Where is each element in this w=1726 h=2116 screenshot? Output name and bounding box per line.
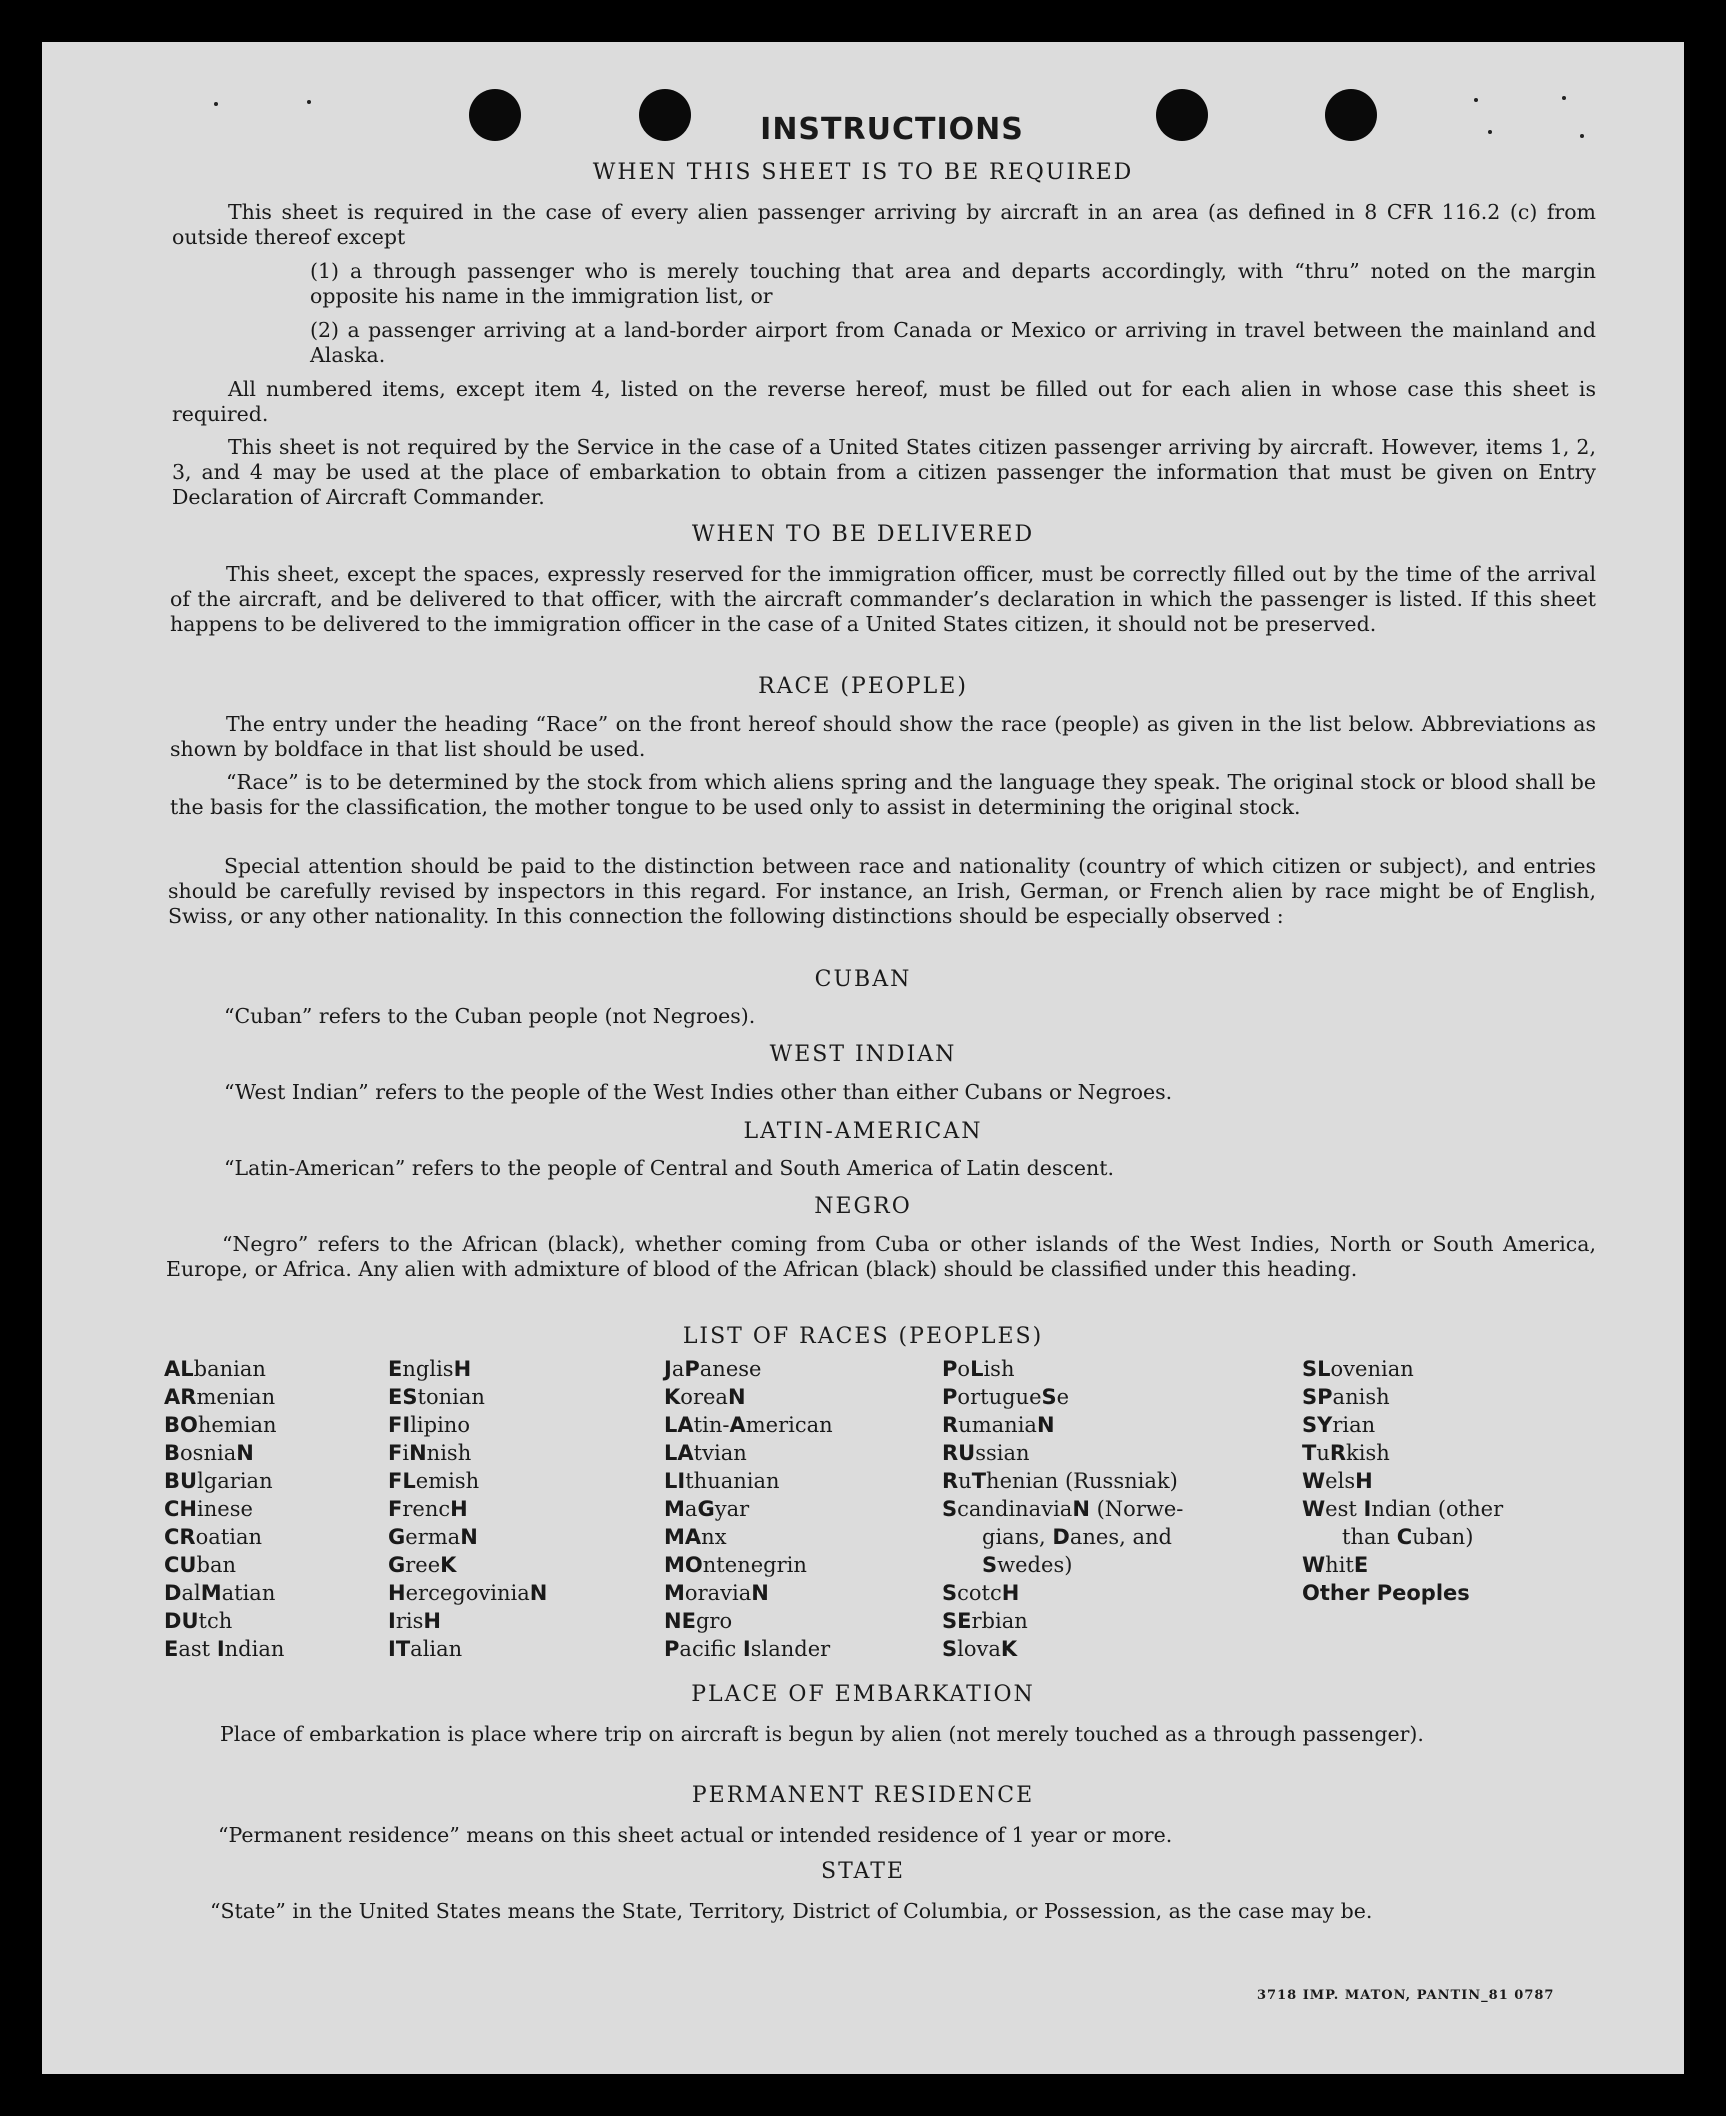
race-item: PortugueSe — [942, 1385, 1070, 1409]
race-item: Pacifc Islander — [664, 1637, 831, 1661]
race-item: HercegoviniaN — [388, 1581, 548, 1605]
race-item: West Indian (other — [1302, 1497, 1504, 1521]
race-column — [164, 1355, 284, 1663]
race-item: GreeK — [388, 1553, 457, 1577]
race-item: TuRkish — [1302, 1441, 1390, 1465]
race-item: WelsH — [1302, 1469, 1373, 1493]
race-item: DUtch — [164, 1609, 233, 1633]
race-item: FIlipino — [388, 1413, 470, 1437]
section-heading: NEGRO — [814, 1194, 912, 1219]
section-heading: WEST INDIAN — [769, 1042, 957, 1067]
race-item: NEgro — [664, 1609, 733, 1633]
speck — [214, 102, 218, 106]
race-item: CRoatian — [164, 1525, 263, 1549]
race-item: ScotcH — [942, 1581, 1020, 1605]
race-item: LAtin-American — [664, 1413, 833, 1437]
race-item: WhitE — [1302, 1553, 1369, 1577]
section-heading: LIST OF RACES (PEOPLES) — [682, 1324, 1044, 1349]
race-item: FLemish — [388, 1469, 480, 1493]
race-item: PoLish — [942, 1357, 1015, 1381]
list-item: (1) a through passenger who is merely touching that area and departs accordingly, with “thru” noted on the margin opposite his name in the immigration list, or — [310, 259, 1596, 308]
race-item: FiNnish — [388, 1441, 472, 1465]
race-item: RumaniaN — [942, 1413, 1055, 1437]
race-item: BosniaN — [164, 1441, 254, 1465]
paragraph: “State” in the United States means the State, Territory, District of Columbia, or Possession, as the case may be. — [210, 1899, 1373, 1923]
section-heading: LATIN-AMERICAN — [743, 1119, 983, 1144]
race-item: than Cuban) — [1342, 1525, 1474, 1549]
section-heading: WHEN THIS SHEET IS TO BE REQUIRED — [592, 160, 1134, 185]
race-item: EStonian — [388, 1385, 485, 1409]
section-heading: WHEN TO BE DELIVERED — [691, 522, 1035, 547]
race-item: EnglisH — [388, 1357, 472, 1381]
paragraph: The entry under the heading “Race” on the front hereof should show the race (people) as given in the list below. Abbreviations as shown by boldface in that list should be used. — [170, 712, 1596, 761]
document-page — [42, 42, 1684, 2074]
race-item: IrisH — [388, 1609, 441, 1633]
paragraph: This sheet, except the spaces, expressly reserved for the immigration officer, must be correctly filled out by the time of the arrival of the aircraft, and be delivered to that officer, with the aircraft commander’s declaration in which the passenger is listed. If this sheet happens to be delivered to the immigration officer in the case of a United States citizen, it should not be preserved. — [170, 562, 1596, 636]
speck — [1474, 98, 1478, 102]
punch-hole — [1325, 89, 1377, 141]
paragraph: All numbered items, except item 4, listed on the reverse hereof, must be filled out for each alien in whose case this sheet is required. — [172, 377, 1596, 426]
punch-hole — [469, 89, 521, 141]
speck — [1580, 134, 1584, 138]
paragraph: “Race” is to be determined by the stock from which aliens spring and the language they speak. The original stock or blood shall be the basis for the classification, the mother tongue to be used only to assist in determining the original stock. — [170, 770, 1596, 819]
paragraph: “Latin-American” refers to the people of Central and South America of Latin descent. — [224, 1156, 1114, 1180]
race-item: CHinese — [164, 1497, 253, 1521]
race-item: Other Peoples — [1302, 1581, 1470, 1605]
race-item: SYrian — [1302, 1413, 1376, 1437]
race-column — [1302, 1355, 1602, 1607]
race-item: SErbian — [942, 1609, 1028, 1633]
race-item: KoreaN — [664, 1385, 746, 1409]
race-item: East Indian — [164, 1637, 285, 1661]
race-item: JaPanese — [664, 1357, 762, 1381]
section-heading: RACE (PEOPLE) — [758, 674, 968, 699]
race-item: DalMatian — [164, 1581, 276, 1605]
race-item: SPanish — [1302, 1385, 1390, 1409]
race-item: BOhemian — [164, 1413, 277, 1437]
paragraph: “Cuban” refers to the Cuban people (not Negroes). — [224, 1004, 756, 1028]
race-item: gians, Danes, and — [982, 1525, 1172, 1549]
race-item: RuThenian (Russniak) — [942, 1469, 1178, 1493]
speck — [307, 100, 311, 104]
race-item: ScandinaviaN (Norwe- — [942, 1497, 1184, 1521]
section-heading: CUBAN — [814, 967, 912, 992]
race-column — [942, 1355, 1262, 1663]
race-item: MAnx — [664, 1525, 727, 1549]
list-item: (2) a passenger arriving at a land-border airport from Canada or Mexico or arriving in travel between the mainland and Alaska. — [310, 318, 1596, 367]
race-item: LIthuanian — [664, 1469, 780, 1493]
race-item: SlovaK — [942, 1637, 1018, 1661]
race-item: BUlgarian — [164, 1469, 273, 1493]
paragraph: “West Indian” refers to the people of the West Indies other than either Cubans or Negroes. — [224, 1080, 1173, 1104]
race-item: SLovenian — [1302, 1357, 1414, 1381]
page-title: INSTRUCTIONS — [760, 112, 1024, 147]
race-item: Swedes) — [982, 1553, 1073, 1577]
race-item: MoraviaN — [664, 1581, 769, 1605]
race-item: FrencH — [388, 1497, 468, 1521]
race-item: CUban — [164, 1553, 236, 1577]
race-item: ARmenian — [164, 1385, 276, 1409]
section-heading: STATE — [821, 1859, 905, 1884]
paragraph: This sheet is required in the case of every alien passenger arriving by aircraft in an area (as defined in 8 CFR 116.2 (c) from outside thereof except — [172, 200, 1596, 249]
race-item: GermaN — [388, 1525, 478, 1549]
race-item: MOntenegrin — [664, 1553, 807, 1577]
race-column — [664, 1355, 833, 1663]
section-heading: PLACE OF EMBARKATION — [691, 1682, 1035, 1707]
race-column — [388, 1355, 547, 1663]
section-heading: PERMANENT RESIDENCE — [691, 1783, 1035, 1808]
race-item: RUssian — [942, 1441, 1030, 1465]
paragraph: “Permanent residence” means on this sheet actual or intended residence of 1 year or more. — [218, 1823, 1173, 1847]
printer-imprint: 3718 IMP. MATON, PANTIN_81 0787 — [1257, 1988, 1555, 2003]
race-item: ALbanian — [164, 1357, 266, 1381]
paragraph: Place of embarkation is place where trip on aircraft is begun by alien (not merely touched as a through passenger). — [220, 1722, 1424, 1746]
paragraph: Special attention should be paid to the distinction between race and nationality (country of which citizen or subject), and entries should be carefully revised by inspectors in this regard. For instance, an Irish, German, or French alien by race might be of English, Swiss, or any other nationality. In this connection the following distinctions should be especially observed : — [168, 854, 1596, 928]
paragraph: “Negro” refers to the African (black), whether coming from Cuba or other islands of the West Indies, North or South America, Europe, or Africa. Any alien with admixture of blood of the African (black) should be classified under this heading. — [166, 1232, 1596, 1281]
race-item: LAtvian — [664, 1441, 747, 1465]
race-item: MaGyar — [664, 1497, 750, 1521]
race-item: ITalian — [388, 1637, 463, 1661]
paragraph: This sheet is not required by the Service in the case of a United States citizen passenger arriving by aircraft. However, items 1, 2, 3, and 4 may be used at the place of embarkation to obtain from a citizen passenger the information that must be given on Entry Declaration of Aircraft Commander. — [172, 435, 1596, 509]
punch-hole — [1156, 89, 1208, 141]
punch-hole — [639, 89, 691, 141]
speck — [1562, 96, 1566, 100]
speck — [1488, 130, 1492, 134]
